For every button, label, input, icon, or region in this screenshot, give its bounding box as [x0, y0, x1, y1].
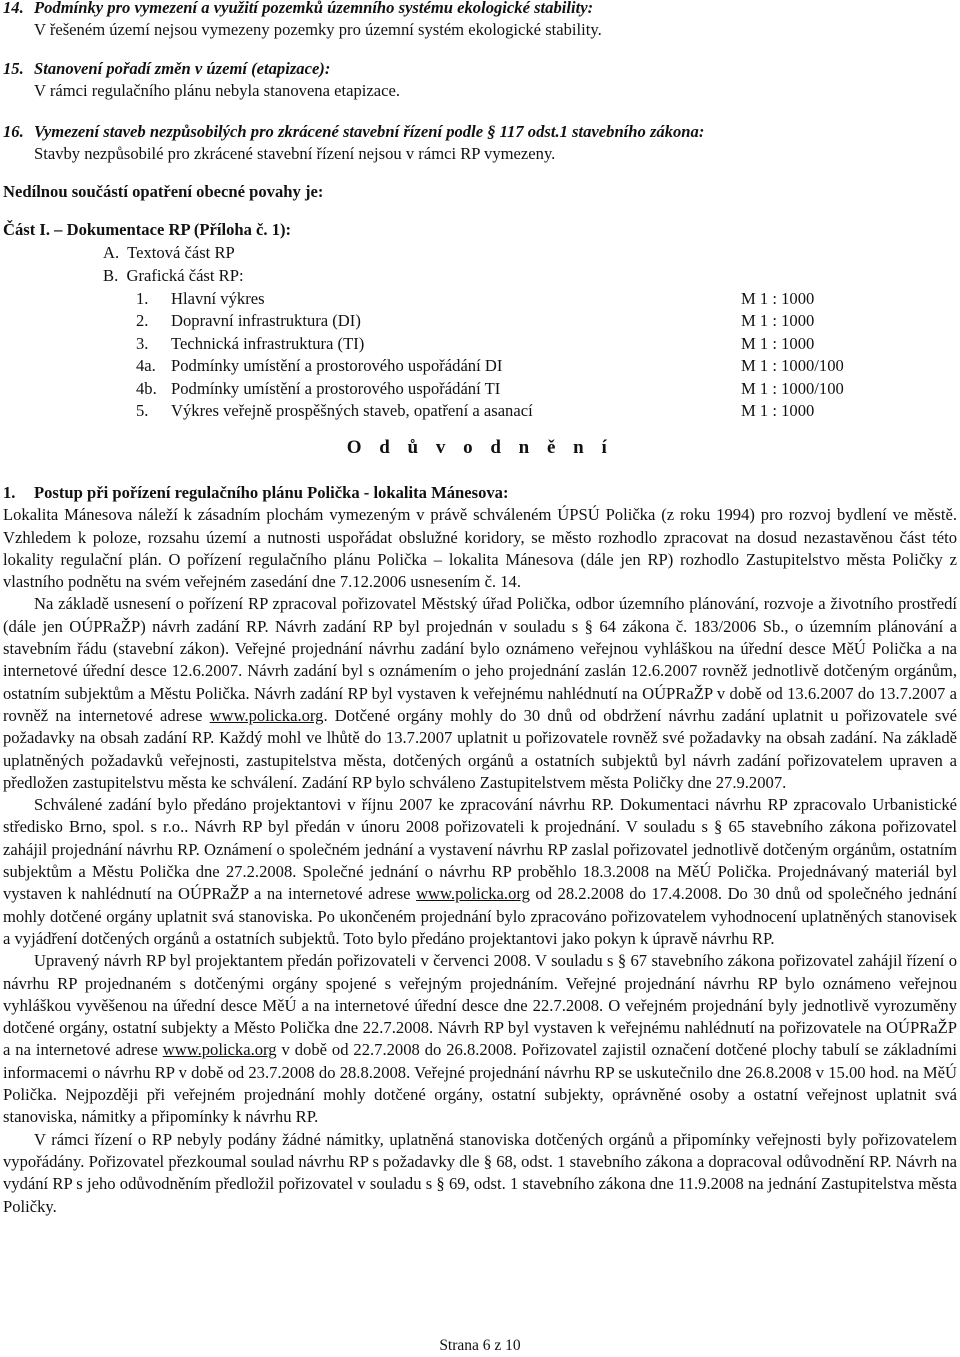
- drawing-label: Dopravní infrastruktura (DI): [171, 311, 361, 330]
- paragraph: Na základě usnesení o pořízení RP zpracoval pořizovatel Městský úřad Polička, odbor územního plánování, rozvoje a životního prostředí (dále jen OÚPRaŽP) návrh zadání RP. Návrh zadání RP byl projednán v souladu s § 64 zákona č. 183/2006 Sb., o územním plánování a stavebním řádu (stavební zákon). Veřejné projednání návrhu zadání bylo oznámeno veřejnou vyhláškou na úřední desce MěÚ Polička a na internetové úřední desce 12.6.2007. Návrh zadání byl s oznámením o jeho projednání zaslán 12.6.2007 rovněž jednotlivě dotčeným orgánům, ostatním subjektům a Městu Polička. Návrh zadání RP byl vystaven k veřejnému nahlédnutí na OÚPRaŽP v době od 13.6.2007 do 13.7.2007 a rovněž na internetové adrese www.policka.org. Dotčené orgány mohly do 30 dnů od obdržení návrhu zadání uplatnit u pořizovatele své požadavky na obsah zadání RP. Každý mohl ve lhůtě do 13.7.2007 uplatnit u pořizovatele rovněž své požadavky na obsah zadání. Na základě uplatněných požadavků veřejnosti, zastupitelstva města, dotčených orgánů a ostatních subjektů byl návrh zadání pořizovatelem upraven a předložen zastupitelstvu města ke schválení. Zadání RP bylo schváleno Zastupitelstvem města Poličky dne 27.9.2007.: [3, 594, 958, 792]
- nedilnou-heading: Nedílnou součástí opatření obecné povahy je:: [3, 182, 324, 201]
- drawing-scale: M 1 : 1000: [741, 311, 815, 330]
- postup-section: [3, 482, 957, 1218]
- section-heading: 15. Stanovení pořadí změn v území (etapizace):: [3, 59, 331, 78]
- paragraph: Lokalita Mánesova náleží k zásadním plochám vymezeným v právě schváleném ÚPSÚ Polička (z roku 1994) pro rozvoj bydlení ve městě. Vzhledem k poloze, rozsahu území a nutnosti uspořádat obslužné koridory, se město rozhodlo zpracovat na dosud nezastavěnou část této lokality regulační plán. O pořízení regulačního plánu Polička – lokalita Mánesova (dále jen RP) rozhodlo Zastupitelstvo města Poličky z vlastního podnětu na svém veřejném zasedání dne 7.12.2006 usnesením č. 14.: [3, 505, 957, 592]
- drawing-number: 1.: [136, 289, 149, 308]
- policka-link[interactable]: www.policka.org: [162, 1040, 277, 1060]
- cast-heading: Část I. – Dokumentace RP (Příloha č. 1):: [3, 220, 292, 239]
- drawing-number: 4a.: [136, 356, 156, 375]
- list-item: A. Textová část RP: [103, 243, 235, 262]
- drawing-scale: M 1 : 1000/100: [741, 379, 844, 398]
- oduvodneni-heading: O d ů v o d n ě n í: [346, 437, 614, 458]
- paragraph: Upravený návrh RP byl projektantem předán pořizovateli v červenci 2008. V souladu s § 67 stavebního zákona pořizovatel zahájil řízení o návrhu RP projednaném s dotčenými orgány spojené s veřejným projednáním. Veřejné projednání návrhu RP bylo oznámeno veřejnou vyhláškou vyvěšenou na úřední desce MěÚ a na internetové úřední desce dne 22.7.2008. O veřejném projednání byly jednotlivě vyrozuměny dotčené orgány, ostatní subjekty a Město Polička dne 22.7.2008. Návrh RP byl vystaven k veřejnému nahlédnutí na pořizovatele na OÚPRaŽP a na internetové adrese www.policka.org v době od 22.7.2008 do 26.8.2008. Pořizovatel zajistil označení dotčené plochy tabulí se základními informacemi o návrhu RP v době od 23.7.2008 do 28.8.2008. Veřejné projednání návrhu RP se uskutečnilo dne 26.8.2008 v 15.00 hod. na MěÚ Polička. Nejpozději při veřejném projednání mohly dotčené orgány, ostatní subjekty, oprávněné osoby a ostatní veřejnost uplatnit svá stanoviska, námitky a připomínky k návrhu RP.: [3, 951, 957, 1127]
- drawing-scale: M 1 : 1000: [741, 334, 815, 353]
- paragraph: Schválené zadání bylo předáno projektantovi v říjnu 2007 ke zpracování návrhu RP. Dokumentaci návrhu RP zpracovalo Urbanistické středisko Brno, spol. s r.o.. Návrh RP byl předán v únoru 2008 pořizovateli k projednání. V souladu s § 65 stavebního zákona pořizovatel zahájil projednání návrhu RP. Oznámení o společném jednání a vystavení návrhu RP zaslal pořizovatel jednotlivě dotčeným orgánům, ostatním subjektům a Městu Polička dne 27.2.2008. Společné jednání o návrhu RP proběhlo 18.3.2008 na MěÚ Polička. Projednávaný materiál byl vystaven k nahlédnutí na OÚPRaŽP a na internetové adrese www.policka.org od 28.2.2008 do 17.4.2008. Do 30 dnů od společného jednání mohly dotčené orgány uplatnit svá stanoviska. Po ukončeném projednání bylo zpracováno pořizovatelem vyhodnocení uplatněných stanovisek a vyjádření dotčených orgánů a ostatních subjektů. Toto bylo předáno projektantovi jako pokyn k úpravě návrhu RP.: [3, 795, 958, 948]
- drawing-label: Technická infrastruktura (TI): [171, 334, 365, 353]
- drawing-number: 2.: [136, 311, 149, 330]
- drawing-number: 4b.: [136, 379, 157, 398]
- drawing-label: Podmínky umístění a prostorového uspořádání TI: [171, 379, 501, 398]
- policka-link[interactable]: www.policka.org: [209, 705, 324, 725]
- page-footer: Strana 6 z 10: [439, 1337, 521, 1354]
- section-text: V řešeném území nejsou vymezeny pozemky pro územní systém ekologické stability.: [34, 20, 602, 40]
- section-text: V rámci regulačního plánu nebyla stanovena etapizace.: [34, 81, 400, 101]
- section-heading: 16. Vymezení staveb nezpůsobilých pro zkrácené stavební řízení podle § 117 odst.1 stavebního zákona:: [3, 122, 705, 141]
- drawing-number: 3.: [136, 334, 149, 353]
- drawing-scale: M 1 : 1000: [741, 289, 815, 308]
- list-item: B. Grafická část RP:: [103, 266, 244, 285]
- drawing-scale: M 1 : 1000/100: [741, 356, 844, 375]
- drawing-number: 5.: [136, 401, 149, 420]
- drawing-label: Hlavní výkres: [171, 289, 265, 308]
- drawing-scale: M 1 : 1000: [741, 401, 815, 420]
- section-text: Stavby nezpůsobilé pro zkrácené stavební řízení nejsou v rámci RP vymezeny.: [34, 144, 556, 164]
- drawing-label: Výkres veřejně prospěšných staveb, opatření a asanací: [171, 401, 533, 420]
- section-14: [3, 0, 958, 42]
- section-15: [3, 58, 958, 103]
- section-heading: 14. Podmínky pro vymezení a využití pozemků územního systému ekologické stability:: [3, 0, 594, 17]
- policka-link[interactable]: www.policka.org: [416, 884, 530, 904]
- postup-heading: 1. Postup při pořízení regulačního plánu Polička - lokalita Mánesova:: [3, 483, 509, 502]
- paragraph: V rámci řízení o RP nebyly podány žádné námitky, uplatněná stanoviska dotčených orgánů a připomínky veřejnosti byly pořizovatelem vypořádány. Pořizovatel přezkoumal soulad návrhu RP s požadavky dle § 68, odst. 1 stavebního zákona a dopracoval odůvodnění RP. Návrh na vydání RP s jeho odůvodněním předložil pořizovatel v souladu s § 69, odst. 1 stavebního zákona dne 11.9.2008 na jednání Zastupitelstva města Poličky.: [3, 1129, 957, 1216]
- section-16: [3, 121, 958, 166]
- drawing-label: Podmínky umístění a prostorového uspořádání DI: [171, 356, 503, 375]
